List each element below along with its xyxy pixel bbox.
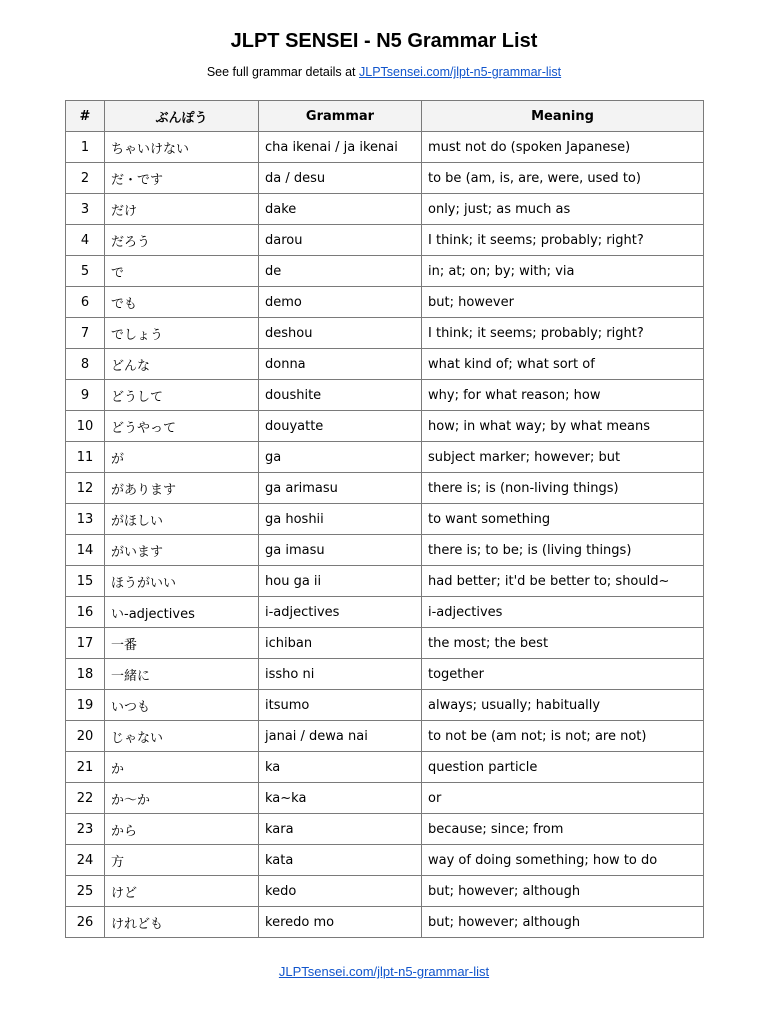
row-bunpou: 方 — [105, 845, 259, 876]
table-row — [66, 256, 704, 287]
row-grammar: ka~ka — [259, 783, 422, 814]
row-number: 2 — [66, 163, 105, 194]
header-row — [66, 101, 704, 132]
row-number: 6 — [66, 287, 105, 318]
row-meaning: i-adjectives — [422, 597, 704, 628]
table-row — [66, 225, 704, 256]
table-row — [66, 659, 704, 690]
row-bunpou: どうして — [105, 380, 259, 411]
header-bunpou: ぶんぽう — [105, 101, 259, 132]
row-meaning: together — [422, 659, 704, 690]
row-bunpou: か — [105, 752, 259, 783]
row-grammar: hou ga ii — [259, 566, 422, 597]
row-number: 5 — [66, 256, 105, 287]
row-meaning: but; however; although — [422, 876, 704, 907]
page-title: JLPT SENSEI - N5 Grammar List — [230, 30, 538, 52]
row-grammar: ga arimasu — [259, 473, 422, 504]
row-grammar: deshou — [259, 318, 422, 349]
row-meaning: way of doing something; how to do — [422, 845, 704, 876]
row-grammar: kedo — [259, 876, 422, 907]
row-grammar: ichiban — [259, 628, 422, 659]
row-meaning: the most; the best — [422, 628, 704, 659]
row-grammar: da / desu — [259, 163, 422, 194]
row-bunpou: ほうがいい — [105, 566, 259, 597]
header-number: # — [66, 101, 105, 132]
row-number: 14 — [66, 535, 105, 566]
row-grammar: janai / dewa nai — [259, 721, 422, 752]
footer-link[interactable]: JLPTsensei.com/jlpt-n5-grammar-list — [278, 964, 490, 979]
row-number: 1 — [66, 132, 105, 163]
row-grammar: de — [259, 256, 422, 287]
row-grammar: itsumo — [259, 690, 422, 721]
table-row — [66, 566, 704, 597]
row-meaning: I think; it seems; probably; right? — [422, 225, 704, 256]
row-bunpou: じゃない — [105, 721, 259, 752]
table-row — [66, 876, 704, 907]
table-row — [66, 845, 704, 876]
row-number: 4 — [66, 225, 105, 256]
row-grammar: doushite — [259, 380, 422, 411]
row-bunpou: か～か — [105, 783, 259, 814]
subtitle — [0, 64, 768, 80]
row-meaning: always; usually; habitually — [422, 690, 704, 721]
row-bunpou: けど — [105, 876, 259, 907]
table-row — [66, 535, 704, 566]
row-number: 3 — [66, 194, 105, 225]
row-grammar: ka — [259, 752, 422, 783]
row-grammar: kara — [259, 814, 422, 845]
row-number: 22 — [66, 783, 105, 814]
table-row — [66, 752, 704, 783]
row-number: 10 — [66, 411, 105, 442]
row-meaning: to not be (am not; is not; are not) — [422, 721, 704, 752]
row-number: 12 — [66, 473, 105, 504]
row-number: 20 — [66, 721, 105, 752]
row-bunpou: がほしい — [105, 504, 259, 535]
header-grammar: Grammar — [259, 101, 422, 132]
table-row — [66, 783, 704, 814]
row-number: 7 — [66, 318, 105, 349]
row-bunpou: でも — [105, 287, 259, 318]
row-bunpou: いつも — [105, 690, 259, 721]
row-grammar: ga hoshii — [259, 504, 422, 535]
row-bunpou: だ・です — [105, 163, 259, 194]
row-bunpou: 一番 — [105, 628, 259, 659]
table-body — [66, 132, 704, 938]
table-row — [66, 597, 704, 628]
row-number: 26 — [66, 907, 105, 938]
table-row — [66, 132, 704, 163]
subtitle-text: See full grammar details at — [206, 65, 359, 79]
table-row — [66, 690, 704, 721]
row-grammar: kata — [259, 845, 422, 876]
row-number: 11 — [66, 442, 105, 473]
row-bunpou: でしょう — [105, 318, 259, 349]
row-meaning: had better; it'd be better to; should~ — [422, 566, 704, 597]
row-bunpou: い-adjectives — [105, 597, 259, 628]
grammar-list-link[interactable]: JLPTsensei.com/jlpt-n5-grammar-list — [359, 65, 562, 79]
table-row — [66, 163, 704, 194]
row-meaning: but; however; although — [422, 907, 704, 938]
row-grammar: ga imasu — [259, 535, 422, 566]
row-bunpou: だけ — [105, 194, 259, 225]
row-number: 25 — [66, 876, 105, 907]
row-meaning: but; however — [422, 287, 704, 318]
row-bunpou: けれども — [105, 907, 259, 938]
table-row — [66, 504, 704, 535]
row-meaning: in; at; on; by; with; via — [422, 256, 704, 287]
row-meaning: to want something — [422, 504, 704, 535]
row-grammar: keredo mo — [259, 907, 422, 938]
row-grammar: darou — [259, 225, 422, 256]
row-meaning: subject marker; however; but — [422, 442, 704, 473]
row-meaning: to be (am, is, are, were, used to) — [422, 163, 704, 194]
table-row — [66, 628, 704, 659]
row-bunpou: だろう — [105, 225, 259, 256]
row-grammar: douyatte — [259, 411, 422, 442]
grammar-table — [65, 100, 704, 938]
row-grammar: donna — [259, 349, 422, 380]
table-row — [66, 194, 704, 225]
row-number: 18 — [66, 659, 105, 690]
row-meaning: I think; it seems; probably; right? — [422, 318, 704, 349]
row-grammar: issho ni — [259, 659, 422, 690]
table-row — [66, 442, 704, 473]
row-meaning: how; in what way; by what means — [422, 411, 704, 442]
row-meaning: what kind of; what sort of — [422, 349, 704, 380]
row-number: 17 — [66, 628, 105, 659]
row-meaning: must not do (spoken Japanese) — [422, 132, 704, 163]
table-row — [66, 380, 704, 411]
row-meaning: question particle — [422, 752, 704, 783]
table-row — [66, 814, 704, 845]
table-row — [66, 349, 704, 380]
table-row — [66, 318, 704, 349]
row-grammar: ga — [259, 442, 422, 473]
row-meaning: there is; is (non-living things) — [422, 473, 704, 504]
row-bunpou: がいます — [105, 535, 259, 566]
table-row — [66, 411, 704, 442]
row-meaning: why; for what reason; how — [422, 380, 704, 411]
row-grammar: cha ikenai / ja ikenai — [259, 132, 422, 163]
row-grammar: demo — [259, 287, 422, 318]
row-bunpou: が — [105, 442, 259, 473]
row-bunpou: どうやって — [105, 411, 259, 442]
row-grammar: i-adjectives — [259, 597, 422, 628]
row-number: 15 — [66, 566, 105, 597]
row-meaning: only; just; as much as — [422, 194, 704, 225]
row-number: 13 — [66, 504, 105, 535]
row-number: 19 — [66, 690, 105, 721]
table-row — [66, 907, 704, 938]
footer — [0, 964, 768, 980]
row-number: 16 — [66, 597, 105, 628]
table-header — [66, 101, 704, 132]
row-bunpou: から — [105, 814, 259, 845]
row-bunpou: 一緒に — [105, 659, 259, 690]
row-number: 24 — [66, 845, 105, 876]
row-meaning: because; since; from — [422, 814, 704, 845]
header-meaning: Meaning — [422, 101, 704, 132]
row-number: 23 — [66, 814, 105, 845]
table-row — [66, 473, 704, 504]
row-number: 21 — [66, 752, 105, 783]
row-bunpou: があります — [105, 473, 259, 504]
row-number: 9 — [66, 380, 105, 411]
row-bunpou: ちゃいけない — [105, 132, 259, 163]
row-bunpou: で — [105, 256, 259, 287]
table-row — [66, 721, 704, 752]
row-bunpou: どんな — [105, 349, 259, 380]
row-meaning: there is; to be; is (living things) — [422, 535, 704, 566]
row-number: 8 — [66, 349, 105, 380]
table-row — [66, 287, 704, 318]
row-grammar: dake — [259, 194, 422, 225]
row-meaning: or — [422, 783, 704, 814]
